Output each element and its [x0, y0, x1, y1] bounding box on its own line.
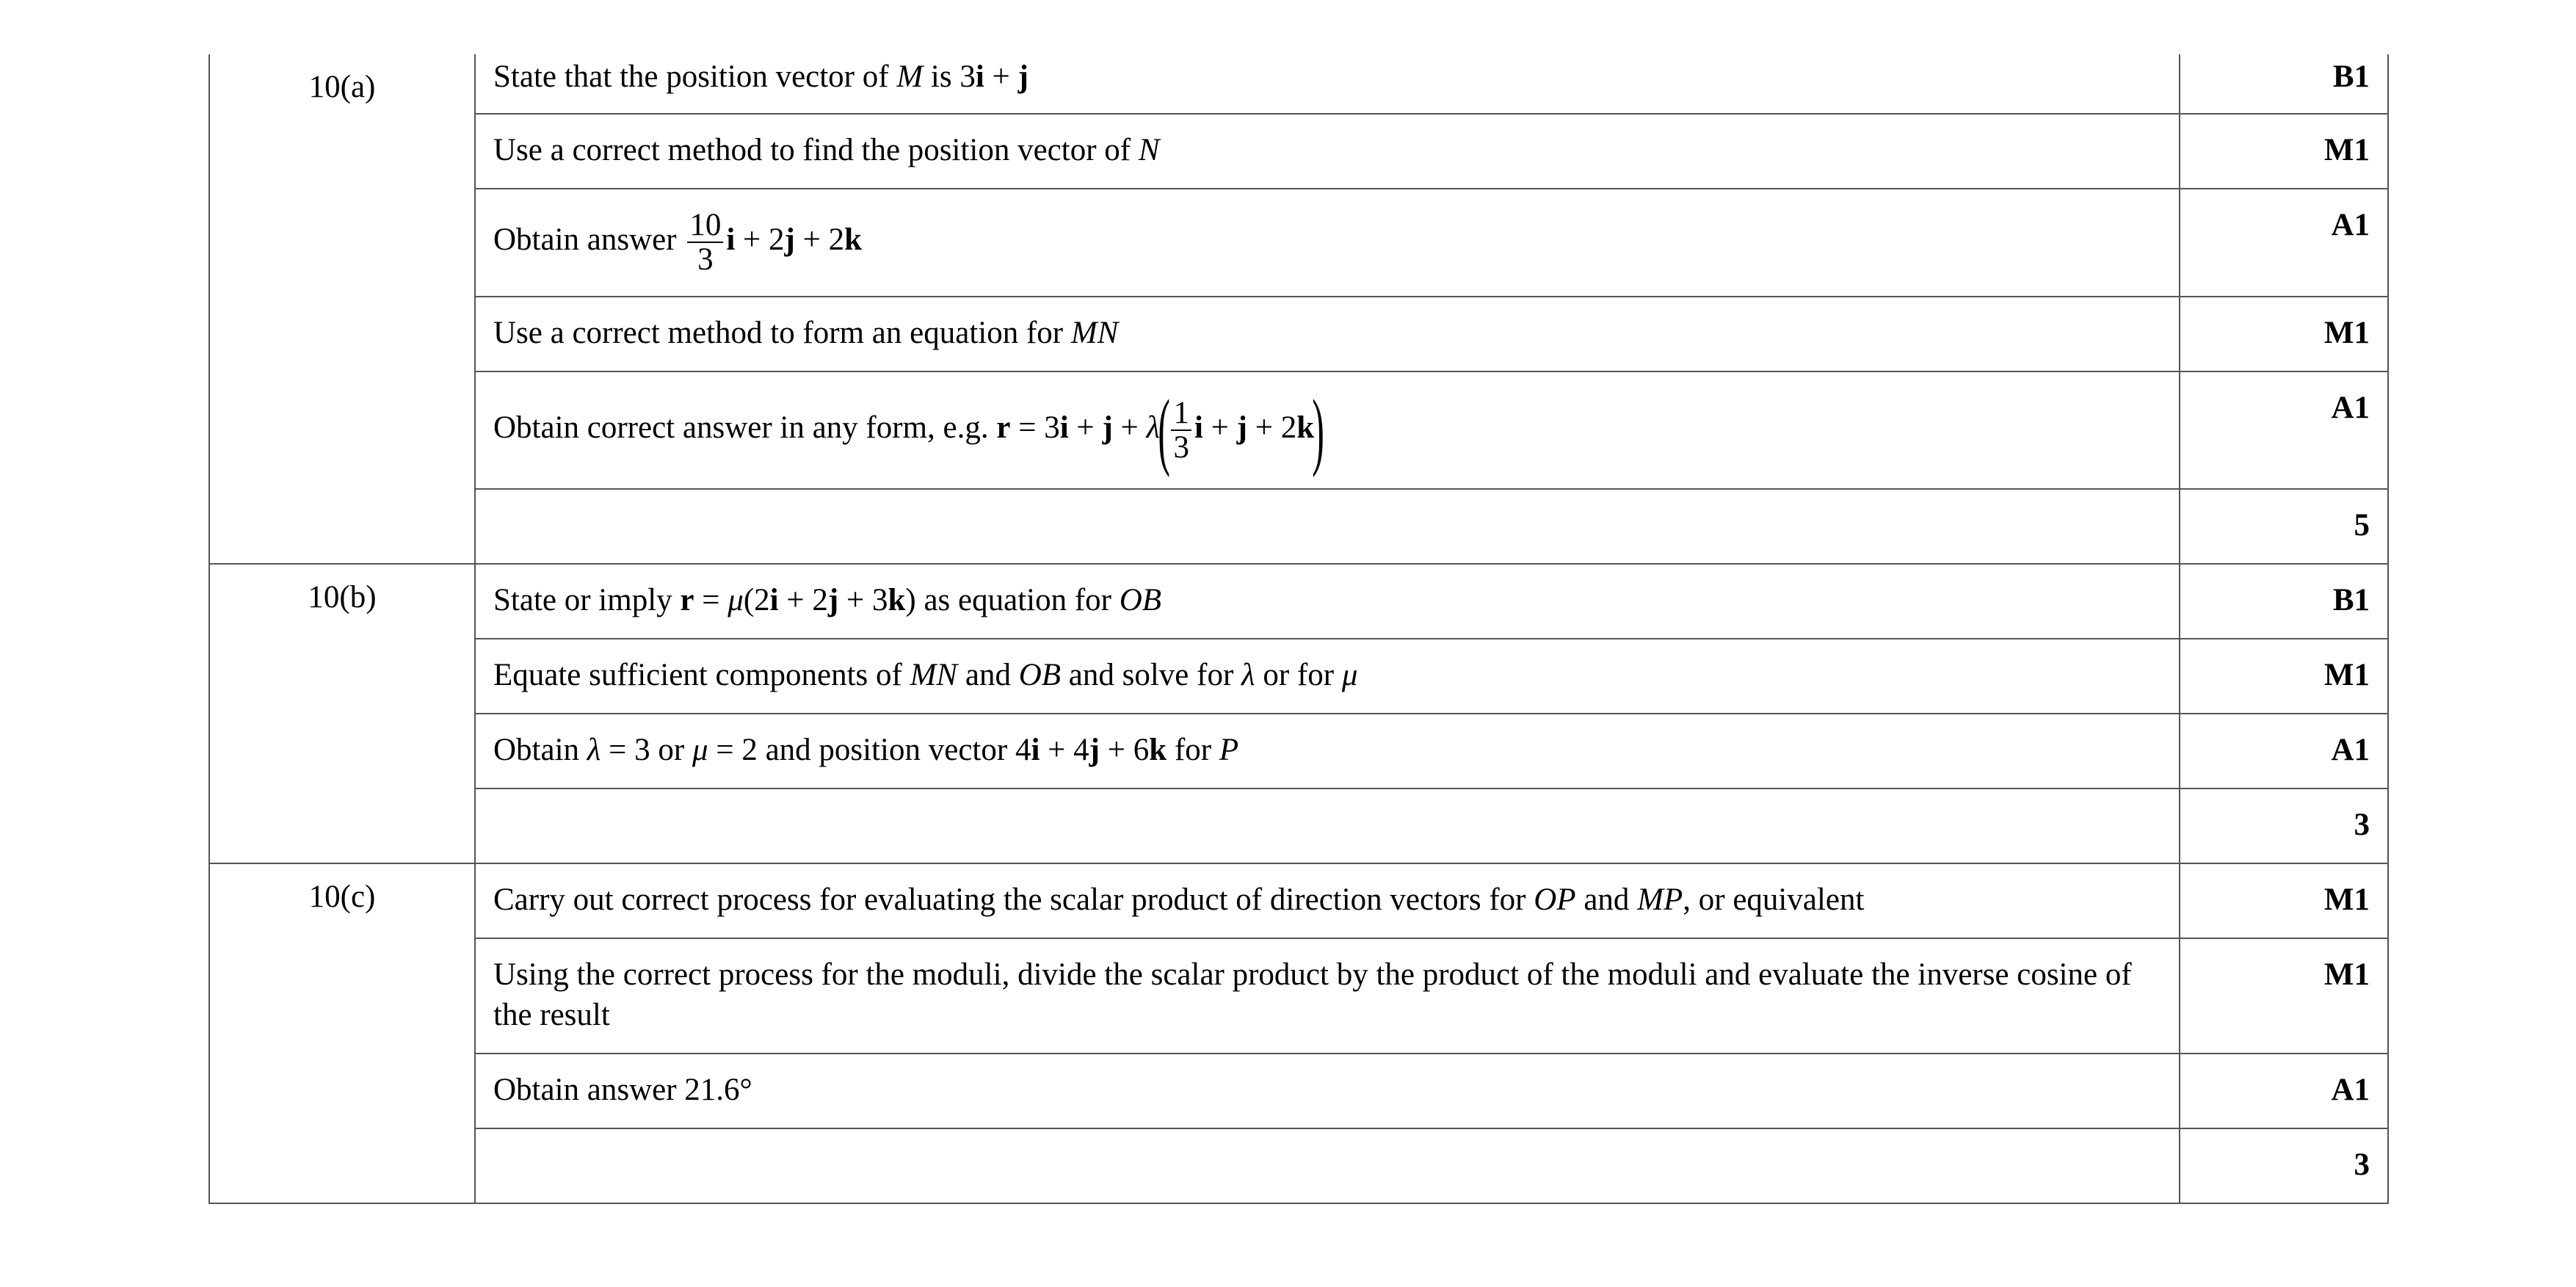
table-row	[209, 114, 2388, 189]
mark-cell: M1	[2180, 114, 2388, 189]
total-marks: 5	[2180, 489, 2388, 564]
mark-scheme-table	[208, 54, 2389, 1204]
mark-cell: B1	[2180, 564, 2388, 639]
table-row	[209, 1054, 2388, 1128]
mark-cell: M1	[2180, 938, 2388, 1053]
answer-cell: Using the correct process for the moduli, divide the scalar product by the product of the moduli and evaluate the inverse cosine of the result	[475, 938, 2180, 1053]
answer-cell: Obtain answer $\frac{10}{3}$ i + 2j + 2k	[475, 189, 2180, 296]
left-paren: (	[1158, 381, 1171, 478]
question-number: 10(a)	[209, 54, 475, 564]
mark-cell: A1	[2180, 1054, 2388, 1128]
table-row	[209, 788, 2388, 863]
mark-cell: A1	[2180, 189, 2388, 296]
answer-cell: Carry out correct process for evaluating the scalar product of direction vectors for OP and MP, or equivalent	[475, 863, 2180, 938]
total-marks: 3	[2180, 1128, 2388, 1203]
answer-cell-empty	[475, 489, 2180, 564]
fraction: $\frac{1}{3}$	[1171, 396, 1191, 464]
table-row	[209, 1128, 2388, 1203]
table-row	[209, 371, 2388, 489]
answer-cell: State or imply r = μ(2i + 2j + 3k) as equation for OB	[475, 564, 2180, 639]
fraction: $\frac{10}{3}$	[687, 209, 723, 276]
table-row	[209, 863, 2388, 938]
table-row	[209, 54, 2388, 114]
mark-cell: M1	[2180, 297, 2388, 371]
mark-cell: A1	[2180, 371, 2388, 489]
table-row	[209, 489, 2388, 564]
answer-cell: Use a correct method to find the position vector of N	[475, 114, 2180, 189]
mark-cell: M1	[2180, 639, 2388, 714]
table-row	[209, 938, 2388, 1053]
table-row	[209, 297, 2388, 371]
table-row	[209, 564, 2388, 639]
table-row	[209, 714, 2388, 788]
mark-cell: B1	[2180, 54, 2388, 114]
answer-cell-empty	[475, 1128, 2180, 1203]
right-paren: )	[1312, 381, 1325, 478]
mark-cell: M1	[2180, 863, 2388, 938]
answer-cell: Obtain correct answer in any form, e.g. r = 3i + j + λ( $\frac{1}{3}$ i + j + 2k)	[475, 371, 2180, 489]
answer-cell: State that the position vector of M is 3i + j	[475, 54, 2180, 114]
answer-cell: Obtain answer 21.6°	[475, 1054, 2180, 1128]
answer-cell: Use a correct method to form an equation for MN	[475, 297, 2180, 371]
answer-cell: Obtain λ = 3 or μ = 2 and position vector 4i + 4j + 6k for P	[475, 714, 2180, 788]
answer-cell-empty	[475, 788, 2180, 863]
question-number: 10(c)	[209, 863, 475, 1203]
mark-cell: A1	[2180, 714, 2388, 788]
question-number: 10(b)	[209, 564, 475, 864]
total-marks: 3	[2180, 788, 2388, 863]
answer-cell: Equate sufficient components of MN and OB and solve for λ or for μ	[475, 639, 2180, 714]
table-row	[209, 639, 2388, 714]
table-row	[209, 189, 2388, 296]
